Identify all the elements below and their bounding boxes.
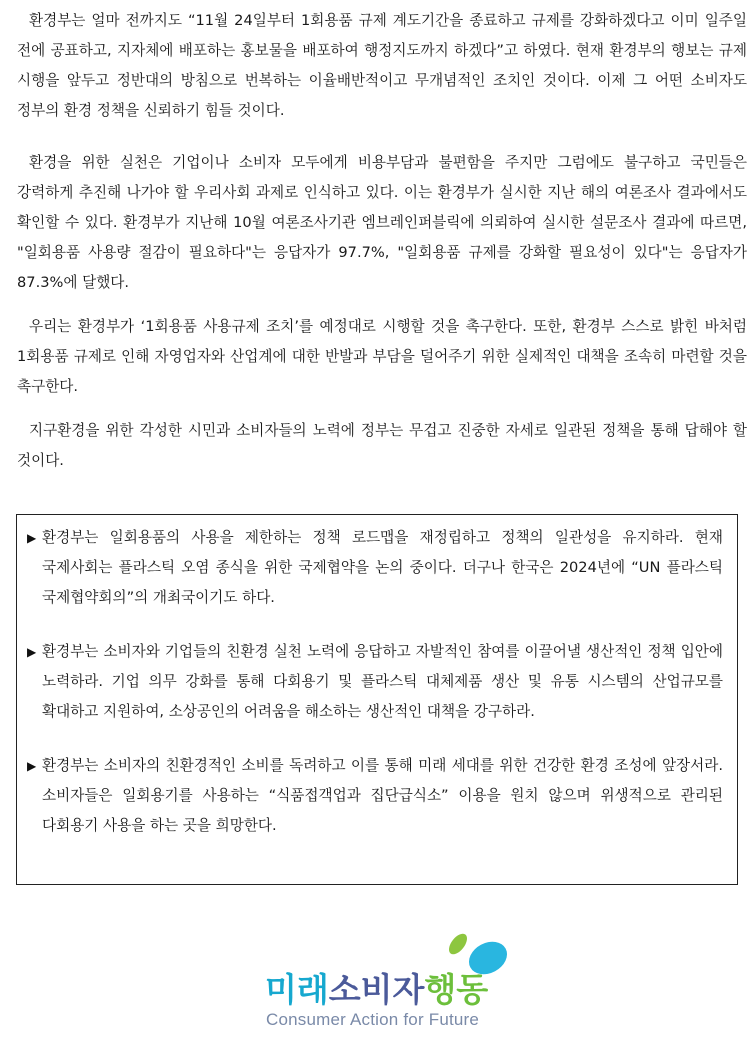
demand-text: 환경부는 소비자와 기업들의 친환경 실천 노력에 응답하고 자발적인 참여를 이끌어낼 생산적인 정책 입안에 노력하라. 기업 의무 강화를 통해 다회용기 및 플라스틱 대체제품 생산 및 유통 시스템의 산업규모를 확대하고 지원하여, 소상공인의 어려움을 해소하는 생산적인 대책을 강구하라. [42, 643, 723, 720]
organization-logo [262, 926, 512, 1036]
triangle-bullet-icon: ▶ [27, 759, 37, 773]
logo-korean-name: 미래소비자행동 [265, 970, 489, 1009]
demands-box [16, 514, 738, 885]
demand-text: 환경부는 소비자의 친환경적인 소비를 독려하고 이를 통해 미래 세대를 위한 건강한 환경 조성에 앞장서라. 소비자들은 일회용기를 사용하는 “식품접객업과 집단급식소” 이용을 원치 않으며 위생적으로 관리된 다회용기 사용을 하는 곳을 희망한다. [42, 757, 723, 834]
paragraph-2: 환경을 위한 실천은 기업이나 소비자 모두에게 비용부담과 불편함을 주지만 그럼에도 불구하고 국민들은 강력하게 추진해 나가야 할 우리사회 과제로 인식하고 있다. 이는 환경부가 실시한 지난 해의 여론조사 결과에서도 확인할 수 있다. 환경부가 지난해 10월 여론조사기관 엠브레인퍼블릭에 의뢰하여 실시한 설문조사 결과에 따르면, "일회용품 사용량 절감이 필요하다"는 응답자가 97.7%, "일회용품 규제를 강화할 필요성이 있다"는 응답자가 87.3%에 달했다. [17, 154, 747, 291]
paragraph-1: 환경부는 얼마 전까지도 “11월 24일부터 1회용품 규제 계도기간을 종료하고 규제를 강화하겠다고 이미 일주일 전에 공표하고, 지자체에 배포하는 홍보물을 배포하여 행정지도까지 하겠다”고 하였다. 현재 환경부의 행보는 규제 시행을 앞두고 정반대의 방침으로 번복하는 이율배반적이고 무개념적인 조치인 것이다. 이제 그 어떤 소비자도 정부의 환경 정책을 신뢰하기 힘들 것이다. [17, 12, 747, 119]
demand-item-2 [27, 637, 723, 727]
demand-text: 환경부는 일회용품의 사용을 제한하는 정책 로드맵을 재정립하고 정책의 일관성을 유지하라. 현재 국제사회는 플라스틱 오염 종식을 위한 국제협약을 논의 중이다. 더구나 한국은 2024년에 “UN 플라스틱 국제협약회의”의 개최국이기도 하다. [42, 529, 723, 606]
demand-item-3 [27, 751, 723, 841]
triangle-bullet-icon: ▶ [27, 531, 37, 545]
triangle-bullet-icon: ▶ [27, 645, 37, 659]
statement-body [17, 6, 747, 476]
demand-item-1 [27, 523, 723, 613]
logo-english-name: Consumer Action for Future [266, 1010, 480, 1029]
paragraph-3: 우리는 환경부가 ‘1회용품 사용규제 조치’를 예정대로 시행할 것을 촉구한다. 또한, 환경부 스스로 밝힌 바처럼 1회용품 규제로 인해 자영업자와 산업계에 대한 반발과 부담을 덜어주기 위한 실제적인 대책을 조속히 마련할 것을 촉구한다. [17, 318, 747, 395]
paragraph-4: 지구환경을 위한 각성한 시민과 소비자들의 노력에 정부는 무겁고 진중한 자세로 일관된 정책을 통해 답해야 할 것이다. [17, 422, 747, 469]
